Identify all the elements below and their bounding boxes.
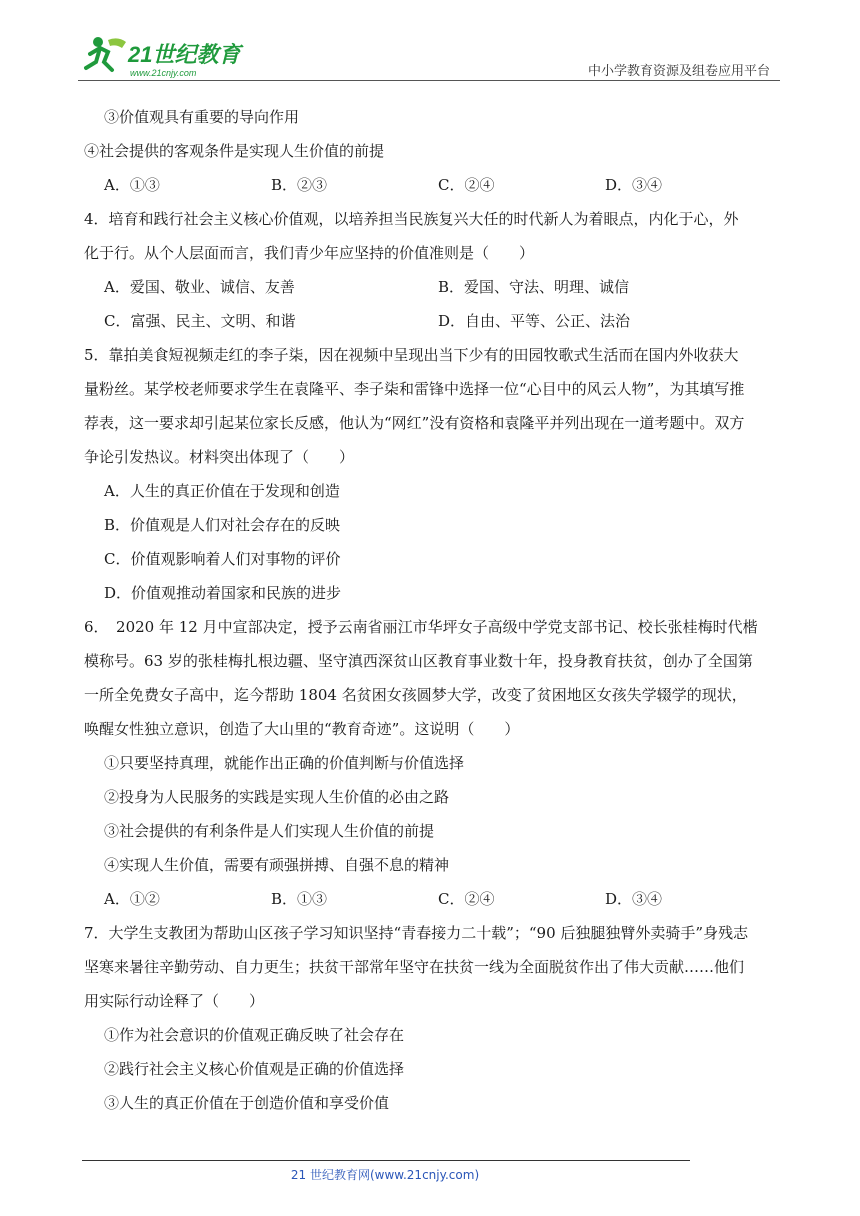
q3-option-a: A．①③ [104,176,160,194]
q7-statement-2: ②践行社会主义核心价值观是正确的价值选择 [104,1060,405,1078]
q6-stem-line-3: 一所全免费女子高中，迄今帮助 1804 名贫困女孩圆梦大学，改变了贫困地区女孩失学辍学的现状， [84,686,747,704]
q4-option-c: C．富强、民主、文明、和谐 [104,312,296,330]
footer-text: 21 世纪教育网(www.21cnjy.com) [290,1168,480,1182]
q4-stem-line-1: 4．培育和践行社会主义核心价值观，以培养担当民族复兴大任的时代新人为着眼点，内化于心，外 [84,210,739,228]
q6-statement-3: ③社会提供的有利条件是人们实现人生价值的前提 [104,822,435,840]
q7-stem-line-3: 用实际行动诠释了（ ） [84,992,265,1010]
q3-option-b: B．②③ [271,176,328,194]
logo-url: www.21cnjy.com [130,68,197,78]
q6-option-b: B．①③ [271,890,328,908]
q3-options [84,168,784,202]
q4-options-row-1 [84,270,784,304]
q6-option-a: A．①② [104,890,160,908]
q6-options [84,882,784,916]
q6-option-d: D．③④ [605,890,663,908]
q4-option-d: D．自由、平等、公正、法治 [438,312,631,330]
q6-stem-line-2: 模称号。63 岁的张桂梅扎根边疆、坚守滇西深贫山区教育事业数十年，投身教育扶贫，创办了全国第 [84,652,753,670]
q5-stem-line-3: 荐表，这一要求却引起某位家长反感，他认为“网红”没有资格和袁隆平并列出现在一道考题中。双方 [84,414,745,432]
q5-stem-line-2: 量粉丝。某学校老师要求学生在袁隆平、李子柒和雷锋中选择一位“心目中的风云人物”，为其填写推 [84,380,745,398]
q5-option-b: B．价值观是人们对社会存在的反映 [104,516,341,534]
q6-statement-1: ①只要坚持真理，就能作出正确的价值判断与价值选择 [104,754,465,772]
q4-option-b: B．爱国、守法、明理、诚信 [438,278,630,296]
q5-stem-line-1: 5．靠拍美食短视频走红的李子柒，因在视频中呈现出当下少有的田园牧歌式生活而在国内外收获大 [84,346,739,364]
q6-stem-line-1: 6． 2020 年 12 月中宣部决定，授予云南省丽江市华坪女子高级中学党支部书记、校长张桂梅时代楷 [84,618,758,636]
q7-stem-line-2: 坚寒来暑往辛勤劳动、自力更生；扶贫干部常年坚守在扶贫一线为全面脱贫作出了伟大贡献……他们 [84,958,745,976]
q6-option-c: C．②④ [438,890,495,908]
q4-options-row-2 [84,304,784,338]
q7-statement-1: ①作为社会意识的价值观正确反映了社会存在 [104,1026,405,1044]
header-divider [78,80,780,81]
q3-statement-3: ③价值观具有重要的导向作用 [104,108,300,126]
q7-stem-line-1: 7．大学生支教团为帮助山区孩子学习知识坚持“青春接力二十载”；“90 后独腿独臂外卖骑手”身残志 [84,924,749,942]
q5-option-a: A．人生的真正价值在于发现和创造 [104,482,340,500]
q4-stem-line-2: 化于行。从个人层面而言，我们青少年应坚持的价值准则是（ ） [84,244,535,262]
q3-statement-4: ④社会提供的客观条件是实现人生价值的前提 [84,142,385,160]
q4-option-a: A．爱国、敬业、诚信、友善 [104,278,295,296]
runner-logo-icon [78,32,248,82]
footer-divider [82,1160,690,1161]
q6-statement-2: ②投身为人民服务的实践是实现人生价值的必由之路 [104,788,450,806]
platform-label: 中小学教育资源及组卷应用平台 [587,64,770,79]
q6-statement-4: ④实现人生价值，需要有顽强拼搏、自强不息的精神 [104,856,450,874]
q5-option-c: C．价值观影响着人们对事物的评价 [104,550,341,568]
q5-stem-line-4: 争论引发热议。材料突出体现了（ ） [84,448,355,466]
q5-option-d: D．价值观推动着国家和民族的进步 [104,584,342,602]
document-body [84,100,784,1120]
site-logo [78,32,248,82]
logo-text: 21世纪教育 [128,42,241,67]
q3-option-d: D．③④ [605,176,663,194]
q6-stem-line-4: 唤醒女性独立意识，创造了大山里的“教育奇迹”。这说明（ ） [84,720,520,738]
q7-statement-3: ③人生的真正价值在于创造价值和享受价值 [104,1094,390,1112]
q3-option-c: C．②④ [438,176,495,194]
